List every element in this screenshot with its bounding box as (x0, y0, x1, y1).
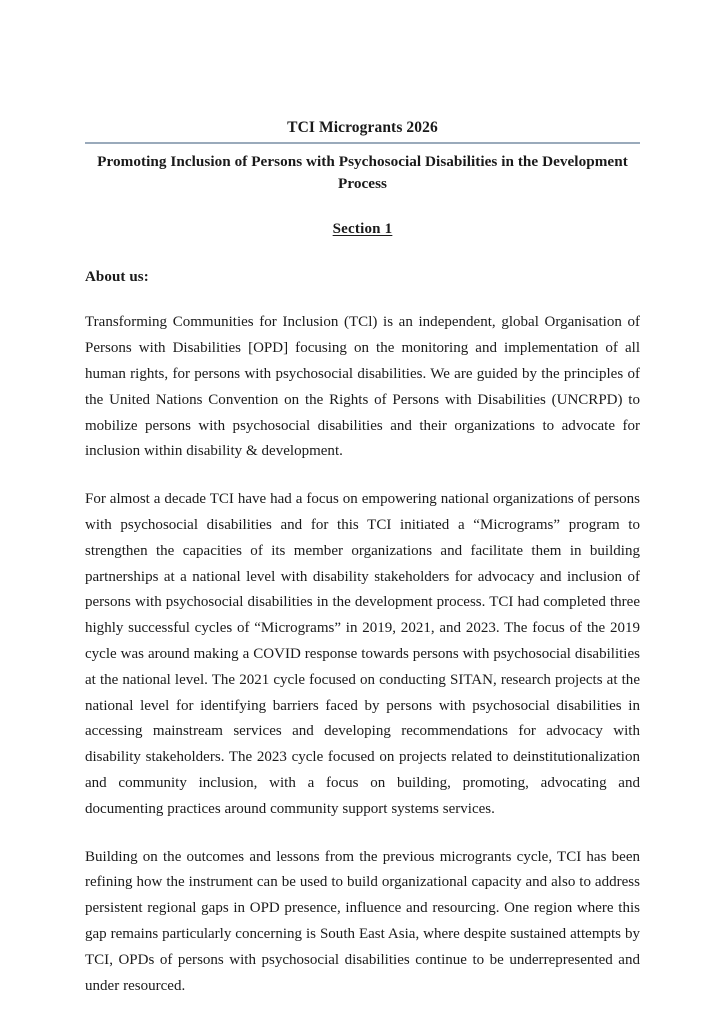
section-heading: Section 1 (332, 221, 393, 238)
body-paragraph-2: For almost a decade TCI have had a focus on empowering national organizations of persons with psychosocial disabilities and for this TCI initiated a “Micrograms” program to strengthen the capacities of its member organizations and facilitate them in building partnerships at a national level with disability stakeholders for advocacy and inclusion of persons with psychosocial disabilities in the development process. TCI had completed three highly successful cycles of “Micrograms” in 2019, 2021, and 2023. The focus of the 2019 cycle was around making a COVID response towards persons with psychosocial disabilities at the national level. The 2021 cycle focused on conducting SITAN, research projects at the national level for identifying barriers faced by persons with psychosocial disabilities in accessing mainstream services and developing recommendations for advocacy with disability stakeholders. The 2023 cycle focused on projects related to deinstitutionalization and community inclusion, with a focus on building, promoting, advocating and documenting practices around community support systems services. (85, 491, 640, 817)
document-subtitle: Promoting Inclusion of Persons with Psychosocial Disabilities in the Development Process (97, 153, 628, 193)
document-title: TCI Microgrants 2026 (287, 119, 438, 136)
body-paragraph-1: Transforming Communities for Inclusion (TCl) is an independent, global Organisation of Persons with Disabilities [OPD] focusing on the monitoring and implementation of all human rights, for persons with psychosocial disabilities. We are guided by the principles of the United Nations Convention on the Rights of Persons with Disabilities (UNCRPD) to mobilize persons with psychosocial disabilities and their organizations to advocate for inclusion within disability & development. (85, 314, 640, 460)
about-us-label: About us: (85, 269, 149, 286)
title-divider (85, 142, 640, 144)
body-paragraph-3: Building on the outcomes and lessons from the previous microgrants cycle, TCI has been refining how the instrument can be used to build organizational capacity and also to address persistent regional gaps in OPD presence, influence and resourcing. One region where this gap remains particularly concerning is South East Asia, where despite sustained attempts by TCI, OPDs of persons with psychosocial disabilities continue to be underrepresented and under resourced. (85, 848, 640, 994)
